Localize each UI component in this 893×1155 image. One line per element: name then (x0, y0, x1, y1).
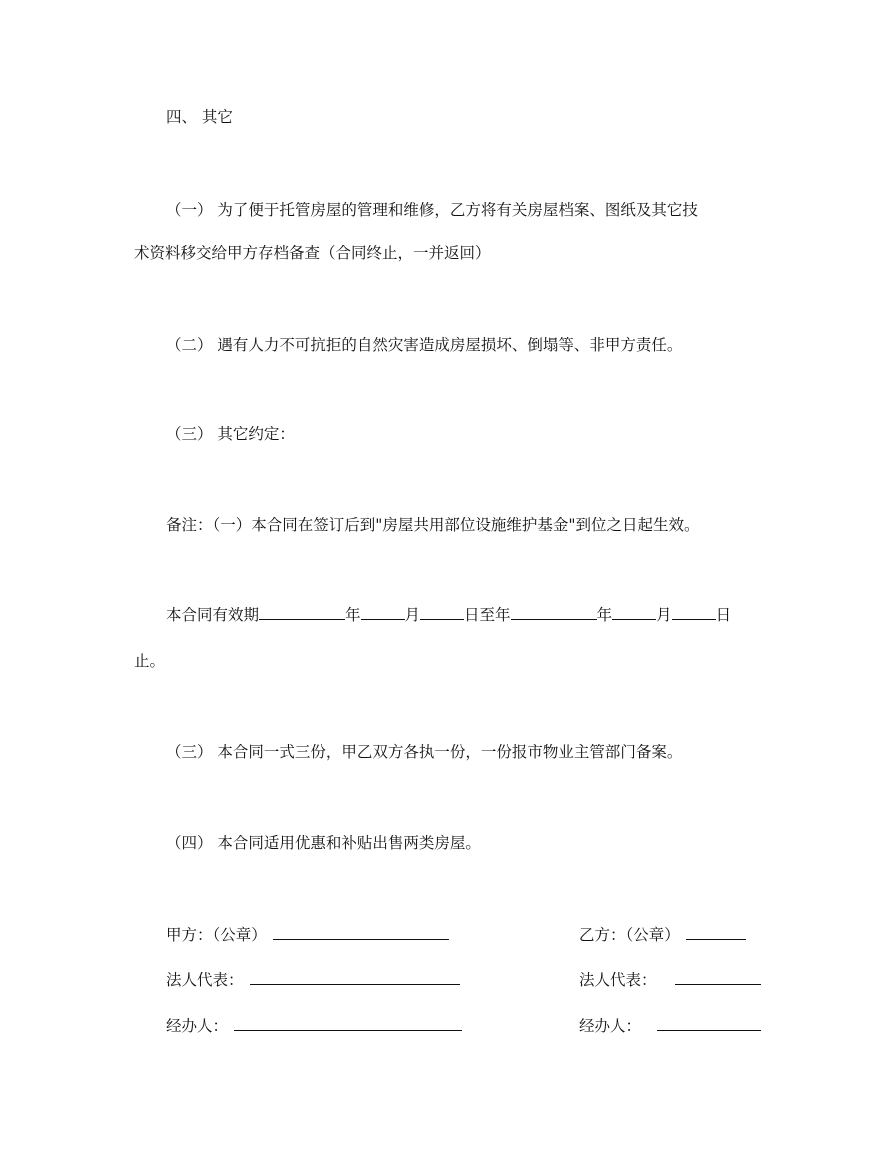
handler-b-label: 经办人： (579, 1017, 642, 1035)
party-b-label: 乙方：（公章） (579, 926, 680, 944)
party-a-label: 甲方：（公章） (166, 926, 267, 944)
validity-year-2: 年 (596, 606, 613, 624)
validity-month-1: 月 (404, 606, 421, 624)
day-blank-1[interactable] (420, 605, 464, 620)
month-blank-2[interactable] (612, 605, 656, 620)
party-b-seal-blank[interactable] (686, 925, 746, 940)
legal-rep-a-label: 法人代表： (166, 971, 244, 989)
copies-clause: （三） 本合同一式三份，甲乙双方各执一份，一份报市物业主管部门备案。 (166, 743, 683, 761)
section-title: 四、 其它 (166, 108, 233, 126)
clause-2: （二） 遇有人力不可抗拒的自然灾害造成房屋损坏、倒塌等、非甲方责任。 (166, 336, 683, 354)
clause-1-line-1: （一） 为了便于托管房屋的管理和维修，乙方将有关房屋档案、图纸及其它技 (166, 201, 698, 219)
legal-rep-b-blank[interactable] (675, 970, 761, 985)
validity-month-2: 月 (656, 606, 672, 624)
remark-line: 备注：（一）本合同在签订后到"房屋共用部位设施维护基金"到位之日起生效。 (166, 516, 700, 534)
party-b-row (579, 925, 746, 945)
legal-rep-b-row (579, 970, 761, 990)
year-blank-2[interactable] (511, 605, 597, 620)
legal-rep-a-blank[interactable] (250, 970, 460, 985)
validity-day-to: 日至年 (464, 606, 511, 624)
day-blank-2[interactable] (672, 605, 716, 620)
validity-year-1: 年 (345, 606, 361, 624)
scope-clause: （四） 本合同适用优惠和补贴出售两类房屋。 (166, 834, 481, 852)
validity-tail: 止。 (134, 652, 166, 670)
legal-rep-a-row (166, 970, 460, 990)
handler-b-row (579, 1016, 761, 1036)
validity-day-2: 日 (715, 606, 732, 624)
month-blank-1[interactable] (361, 605, 405, 620)
legal-rep-b-label: 法人代表： (579, 971, 657, 989)
party-a-seal-blank[interactable] (273, 925, 449, 940)
handler-a-row (166, 1016, 462, 1036)
clause-3: （三） 其它约定： (166, 425, 295, 443)
validity-line (166, 605, 731, 625)
year-blank-1[interactable] (259, 605, 345, 620)
party-a-row (166, 925, 449, 945)
validity-prefix: 本合同有效期 (166, 606, 260, 624)
clause-1-line-2: 术资料移交给甲方存档备查（合同终止，一并返回） (134, 244, 491, 262)
handler-a-label: 经办人： (166, 1017, 229, 1035)
handler-a-blank[interactable] (234, 1016, 462, 1031)
handler-b-blank[interactable] (657, 1016, 761, 1031)
